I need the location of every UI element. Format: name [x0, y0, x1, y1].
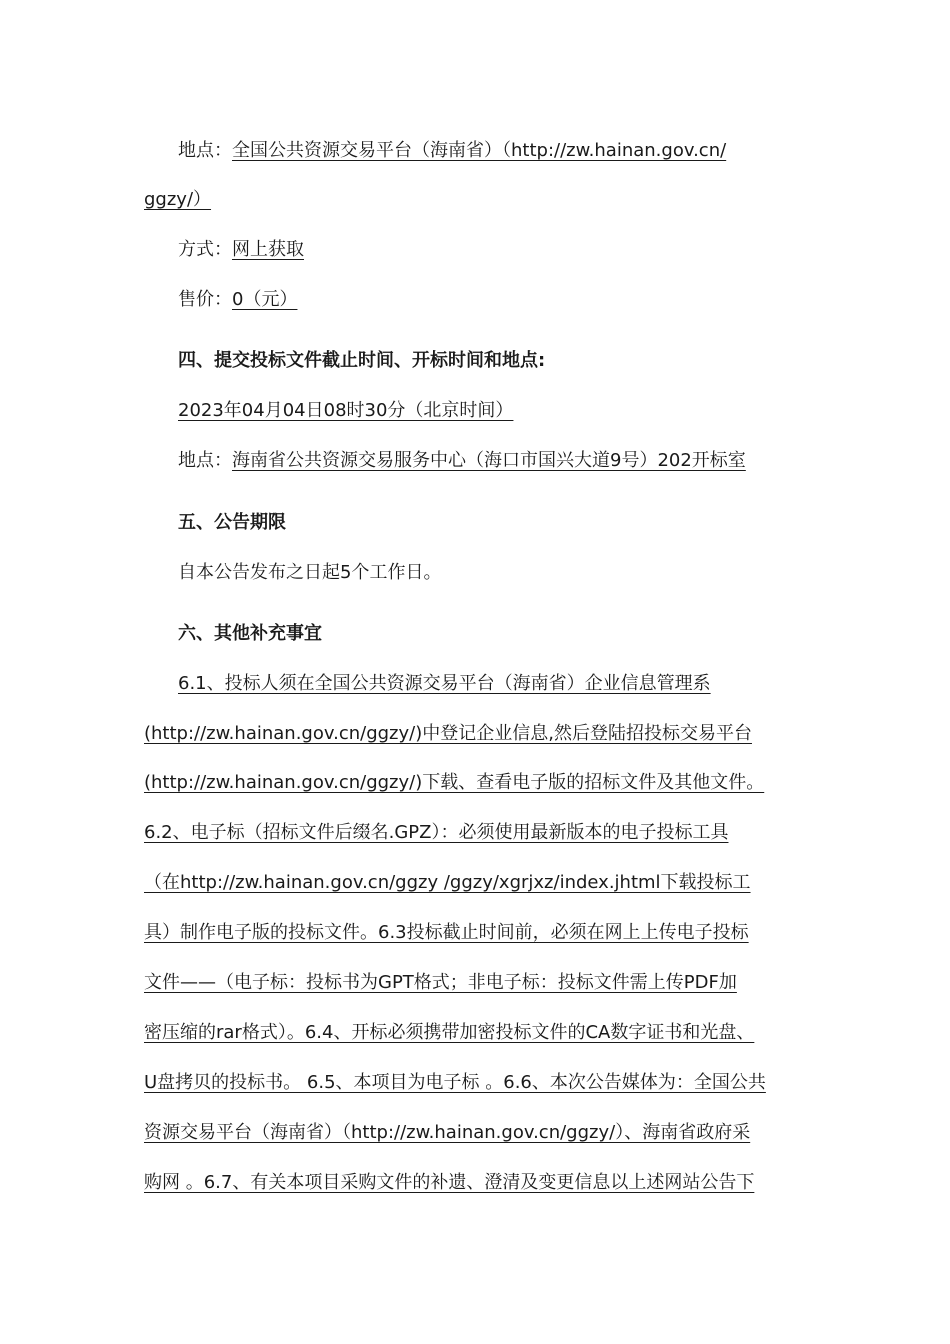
section6-line: 购网 。6.7、有关本项目采购文件的补遗、澄清及变更信息以上述网站公告下 — [144, 1172, 755, 1193]
source-method-value: 网上获取 — [232, 239, 304, 260]
section6-line: 资源交易平台（海南省）（http://zw.hainan.gov.cn/ggzy/）、海南省政府采 — [144, 1122, 751, 1143]
section6-line: 文件——（电子标：投标书为GPT格式；非电子标：投标文件需上传PDF加 — [144, 972, 737, 993]
section4-datetime: 2023年04月04日08时30分（北京时间） — [178, 400, 514, 421]
section6-heading: 六、其他补充事宜 — [178, 623, 322, 644]
section4-location-value: 海南省公共资源交易服务中心（海口市国兴大道9号）202开标室 — [232, 450, 746, 471]
section6-line: (http://zw.hainan.gov.cn/ggzy/)中登记企业信息,然后登陆招投标交易平台 — [144, 723, 752, 744]
source-method-label: 方式： — [178, 239, 232, 260]
section6-line: （在http://zw.hainan.gov.cn/ggzy /ggzy/xgrjxz/index.jhtml下载投标工 — [144, 872, 751, 893]
source-price-value: 0（元） — [232, 289, 298, 310]
section6-line: U盘拷贝的投标书。 6.5、本项目为电子标 。6.6、本次公告媒体为：全国公共 — [144, 1072, 766, 1093]
source-price-label: 售价： — [178, 289, 232, 310]
section4-heading: 四、提交投标文件截止时间、开标时间和地点: — [178, 350, 546, 371]
section6-line: 6.1、投标人须在全国公共资源交易平台（海南省）企业信息管理系 — [178, 673, 711, 694]
section6-line: 密压缩的rar格式）。6.4、开标必须携带加密投标文件的CA数字证书和光盘、 — [144, 1022, 755, 1043]
section6-line: 具）制作电子版的投标文件。6.3投标截止时间前，必须在网上上传电子投标 — [144, 922, 749, 943]
source-location-value-cont: ggzy/） — [144, 189, 212, 210]
section5-heading: 五、公告期限 — [178, 512, 286, 533]
section5-text: 自本公告发布之日起5个工作日。 — [178, 562, 442, 583]
section6-line: 6.2、电子标（招标文件后缀名.GPZ）：必须使用最新版本的电子投标工具 — [144, 822, 729, 843]
source-price-line — [178, 287, 297, 313]
source-location-label: 地点： — [178, 140, 232, 161]
section6-line: (http://zw.hainan.gov.cn/ggzy/)下载、查看电子版的招标文件及其他文件。 — [144, 772, 765, 793]
section4-location-label: 地点： — [178, 450, 232, 471]
section4-location-line — [178, 448, 746, 474]
source-location-line — [178, 138, 726, 164]
source-location-value: 全国公共资源交易平台（海南省）（http://zw.hainan.gov.cn/ — [232, 140, 727, 161]
source-method-line — [178, 237, 304, 263]
